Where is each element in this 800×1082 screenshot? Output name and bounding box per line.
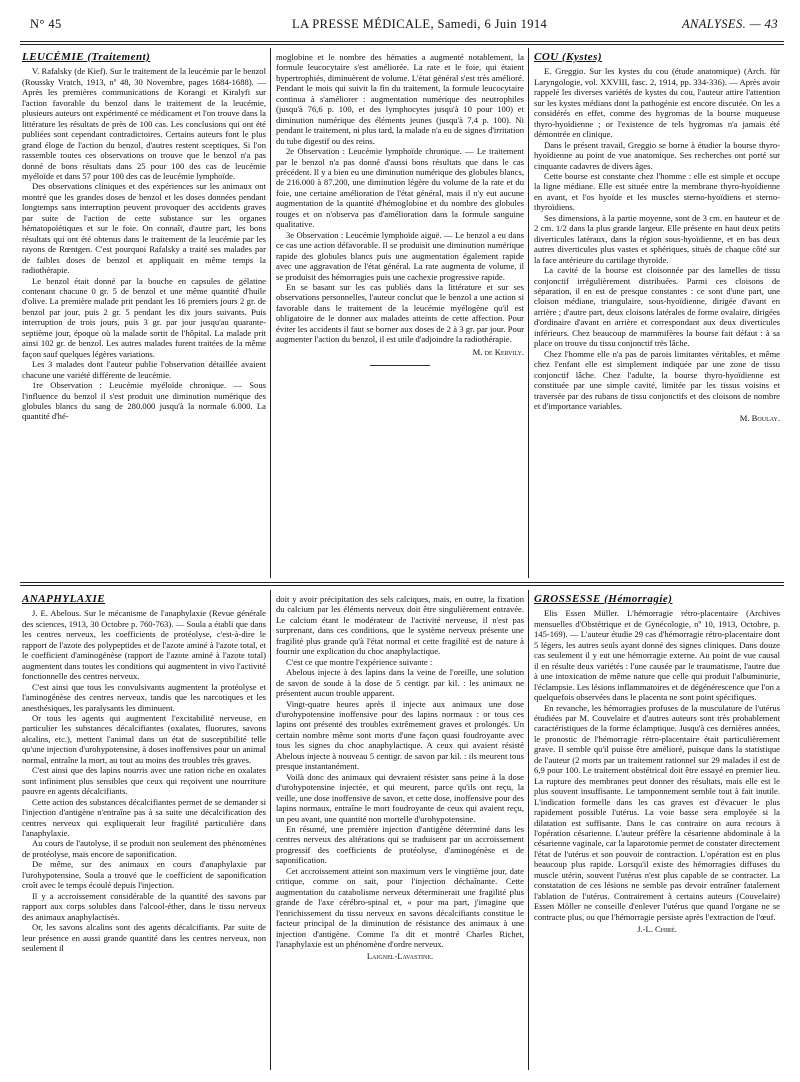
author-signature: M. de Kervily. bbox=[472, 346, 524, 357]
header-rule-2 bbox=[20, 44, 784, 45]
paragraph: Abelous injecte à des lapins dans la veine de l'oreille, une solution de savon de soude à la dose de 5 centigr. par kil. : les animaux ne présentent aucun trouble apparent. bbox=[276, 667, 524, 699]
paragraph: C'est ainsi que des lapins nourris avec une ration riche en oxalates sont infiniment plus sensibles que ceux qui reçoivent une nourriture pauvre en agents décalcifiants. bbox=[22, 765, 266, 797]
paragraph: doit y avoir précipitation des sels calciques, mais, en outre, la fixation du calcium par les éléments nerveux doit être singulièrement entravée. Le calcium étant le modérateur de l'activité nerveuse, il n'est pas surprenant, dans ces conditions, que le système nerveux présente une fragilité plus grande qu'à l'état normal et cette fragilité est de nature à fournir une explication du choc anaphylactique. bbox=[276, 594, 524, 657]
journal-title: LA PRESSE MÉDICALE, Samedi, 6 Juin 1914 bbox=[292, 17, 548, 31]
leucemie-col-2 bbox=[276, 52, 524, 374]
paragraph: Cet accroissement atteint son maximum vers le vingtième jour, date critique, comme on sait, pour l'injection déchaînante. Cette augmentation du catabolisme nerveux déterminerait une fragilité plus grande de l'axe cérébro-spinal et, « pour ma part, j'imagine que l'enrichissement du tissu nerveux en savons décalcifiants constitue le facteur principal de la diminution de résistance des animaux à une injection d'antigène. Comme l'a dit et montré Charles Richet, l'anaphylaxie est un phénomène d'ordre nerveux. bbox=[276, 865, 524, 949]
page-header bbox=[30, 17, 778, 37]
cou-column bbox=[534, 52, 780, 424]
section-heading: GROSSESSE (Hémorragie) bbox=[534, 593, 673, 605]
paragraph: En résumé, une première injection d'antigène déterminé dans les centres nerveux des altérations qui se traduisent par un accroissement progressif des coefficients de protéolyse, d'aminogénèse et de saponification. bbox=[276, 823, 524, 866]
paragraph: C'est ainsi que tous les convulsivants augmentent la protéolyse et l'aminogénèse des centres nerveux, tandis que les narcotiques et les anesthésiques, les paralysants les diminuent. bbox=[22, 681, 266, 713]
paragraph: J. E. Abelous. Sur le mécanisme de l'anaphylaxie (Revue générale des sciences, 1913, 30 Octobre p. 760-763). — Soula a établi que dans les centres nerveux, les coefficients de protéolyse, c'est-à-dire le rapport de l'azote des polypeptides et de l'azote aminé à l'azote total, et le coefficient d'aminogénèse (rapport de l'azote aminé à l'azote total) augmentent dans toutes les conditions qui augmentent in vivo l'activité fonctionnelle des centres nerveux. bbox=[22, 608, 266, 682]
paragraph: 3e Observation : Leucémie lymphoïde aiguë. — Le benzol a eu dans ce cas une action défavorable. Il se produisit une diminution numérique rapide des globules blancs puis une augmentation également rapide avec une aggravation de l'état général. La rate augmenta de volume, il se produisit des hémorragies puis une cachexie progressive rapide. bbox=[276, 229, 524, 282]
paragraph: Or tous les agents qui augmentent l'excitabilité nerveuse, en particulier les substances décalcifiantes (oxalates, fluorures, savons alcalins, etc.), mettent l'animal dans un état de susceptibilité telle qu'une injection d'urohypotensine, à doses inoffensives pour un animal normal, entraîne la mort, au tout au moins des troubles très graves. bbox=[22, 712, 266, 765]
anaphylaxie-col-2 bbox=[276, 594, 524, 962]
paragraph: En se basant sur les cas publiés dans la littérature et sur ses observations personnelles, l'auteur conclut que le benzol a une action si favorable dans le traitement de la leucémie myélogène qu'il est obligatoire de le donner aux malades atteints de cette affection. Pour éviter les accidents il faut se borner aux doses de 2 à 3 gr. par jour. Pour augmenter l'action du benzol, il est utile d'adjoindre la radiothérapie. bbox=[276, 281, 524, 345]
paragraph: Vingt-quatre heures après il injecte aux animaux une dose d'urohypotensine inoffensive pour des lapins normaux : or tous ces lapins ont présenté des troubles extrêmement graves et prolongés. Un certain nombre même sont morts d'une façon quasi foudroyante avec tous les signes du choc anaphylactique. A ceux qui avaient résisté Abelous injecte à nouveau 5 centigr. de savon par kil. : ils meurent tous presque instantanément. bbox=[276, 698, 524, 772]
paragraph: Dans le présent travail, Greggio se borne à étudier la bourse thyro-hyoïdienne au point de vue anatomique. Ses recherches ont porté sur cinquante cadavres de divers âges. bbox=[534, 139, 780, 171]
paragraph: E. Greggio. Sur les kystes du cou (étude anatomique) (Arch. für Laryngologie, vol. XXVIII, fasc. 2, 1914, pp. 334-336). — Après avoir rappelé les diverses variétés de kystes du cou, l'auteur attire l'attention sur les kystes médians dont la pathogénie est encore discutée. On les a considérés en effet, comme des hygromas de la bourse muqueuse thyro-hyoïdienne ; or l'existence de tels hygromas n'a jamais été démontrée en clinique. bbox=[534, 66, 780, 140]
paragraph: De même, sur des animaux en cours d'anaphylaxie par l'urohypotensine, Soula a trouvé que le coefficient de saponification croît avec le temps écoulé depuis l'injection. bbox=[22, 859, 266, 891]
section-rule-2 bbox=[20, 585, 784, 586]
paragraph: Or, les savons alcalins sont des agents décalcifiants. Par suite de leur présence en aussi grande quantité dans les centres nerveux, non seulement il bbox=[22, 922, 266, 953]
issue-number: N° 45 bbox=[30, 17, 62, 31]
paragraph: moglobine et le nombre des hématies a augmenté notablement, la formule leucocytaire s'est améliorée. La rate et le foie, qui étaient hypertrophiés, diminuèrent de volume. L'état général s'est très amélioré. Pendant le mois qui suivit la fin du traitement, la formule leucocytaire continua à s'améliorer : augmentation numérique des neutrophiles (jusqu'à 76,6 p. 100, et des lymphocytes jusqu'à 10 pour 100) et diminution numérique des éléments jeunes (jusqu'à 7,4 p. 100). Ni pendant le traitement, ni plus tard, la malade n'a eu de signes d'irritation du tube digestif ou des reins. bbox=[276, 52, 524, 146]
author-signature: J.-L. Chiré. bbox=[637, 924, 677, 935]
paragraph: 2e Observation : Leucémie lymphoïde chronique. — Le traitement par le benzol n'a pas donné d'aussi bons résultats que dans le cas précédent. Il y a bien eu une diminution numérique des globules blancs, de 216.000 à 87.200, une diminution légère du volume de la rate et du foie, une certaine amélioration de l'état général, mais il n'y eut aucune augmentation de la quantité d'hémoglobine et du nombre des globules rouges et on n'observa pas d'amélioration dans la formule sanguine qualitative. bbox=[276, 146, 524, 230]
paragraph: Ses dimensions, à la partie moyenne, sont de 3 cm. en hauteur et de 2 cm. 1/2 dans la plus grande largeur. Elle présente en haut deux petits diverticules latéraux, dans la région sous-hyoïdienne, et en bas deux autres diverticules plus vastes et sphériques, situés de chaque côté sur la face antérieure du cartilage thyroïde. bbox=[534, 212, 780, 265]
author-signature: M. Boulay. bbox=[739, 413, 780, 424]
separator-rule bbox=[370, 365, 430, 366]
grossesse-column bbox=[534, 594, 780, 935]
section-heading: LEUCÉMIE (Traitement) bbox=[22, 51, 151, 63]
leucemie-col-1 bbox=[22, 52, 266, 422]
anaphylaxie-col-1 bbox=[22, 594, 266, 953]
author-signature: Laignel-Lavastine. bbox=[366, 951, 434, 962]
paragraph: En revanche, les hémorragies profuses de la musculature de l'utérus étudiées par M. Couvelaire et d'autres auteurs sont très probablement caractéristiques de la forme éclamptique. Jusqu'à ces dernières années, le pronostic de l'hémorragie rétro-placentaire était particulièrement grave. Il semble qu'il puisse être amélioré, puisque dans la statistique de l'auteur (2 morts par un traitement rationnel sur 29 malades il est de 6,9 pour 100. Le traitement obstétrical doit être essayé en premier lieu. La rupture des membranes peut donner des résultats, mais elle est le plus souvent insuffisante. Le tamponnement semble tout à fait inutile. L'indication formelle dans les cas graves est d'évacuer le plus rapidement possible l'utérus. La voie basse sera employée si la dilatation est suffisante. Dans le cas contraire on aura recours à l'opération césarienne. L'auteur préfère la césarienne abdominale à la césarienne vaginale, car la laparotomie permet de constater directement l'état de l'utérus et son pouvoir de contraction. L'opération est en plus beaucoup plus rapide. Lorsqu'il existe des hémorragies diffuses du muscle utérin, souvent l'utérus n'est plus capable de se contracter. La constatation de ces lésions ne semble pas devoir entraîner fatalement l'ablation de l'utérus. Contrairement à certains auteurs (Couvelaire) Essen Möller ne conseille d'enlever l'utérus que quand l'organe ne se contracte plus, ou que l'hémorragie persiste après l'extraction de l'œuf. bbox=[534, 702, 780, 922]
paragraph: 1re Observation : Leucémie myéloïde chronique. — Sous l'influence du benzol il s'est produit une diminution numérique des globules blancs du sang de 280.000 jusqu'à la normale 6.000. La quantité d'hé- bbox=[22, 380, 266, 422]
paragraph: Il y a accroissement considérable de la quantité des savons par rapport aux corps solubles dans l'alcool-éther, dans le tissu nerveux des animaux anaphylactisés. bbox=[22, 890, 266, 922]
header-rule bbox=[20, 41, 784, 42]
column-divider bbox=[528, 590, 529, 1070]
paragraph: Voilà donc des animaux qui devraient résister sans peine à la dose d'urohypotensine injectée, et qui meurent, parce qu'ils ont reçu, la veille, une dose inoffensive de savon, et cette dose, inoffensive pour des lapins normaux, entraîne le mort foudroyante de ceux qui avaient reçu, un peu avant, une quantité non mortelle d'urohypotensine. bbox=[276, 771, 524, 824]
paragraph: Des observations cliniques et des expériences sur les animaux ont montré que les grandes doses de benzol et les doses données pendant longtemps sans interruption peuvent provoquer des accidents graves par suite de l'action de cette substance sur les organes hématopoïétiques et sur le foie. On connaît, d'autre part, les bons résultats qui ont été obtenus dans le traitement de la leucémie par les rayons de Rœntgen. C'est pourquoi Rafalsky a traité ses malades par de faibles doses de benzol et appliquait en même temps la radiothérapie. bbox=[22, 181, 266, 276]
paragraph: Elis Essen Müller. L'hémorragie rétro-placentaire (Archives mensuelles d'Obstétrique et de Gynécologie, nº 10, 1913, Octobre, p. 145-169). — L'auteur étudie 29 cas d'hémorragie rétro-placentaire dont 5 légers, les autres seuls ayant donné des signes cliniques. Dans douze cas seulement il y eut une hémorragie externe. Au point de vue causal il en résulte deux variétés : l'une causée par le traumatisme, l'autre due à une intoxication de même nature que celle qui produit l'albuminurie, l'éclampsie. Les lésions inflammatoires et de dégénérescence que l'on a quelquefois observées dans le placenta ne sont point spécifiques. bbox=[534, 608, 780, 703]
paragraph: V. Rafalsky (de Kief). Sur le traitement de la leucémie par le benzol (Roussky Vratch, 1913, nº 48, 30 Novembre, pages 1684-1688). — Après les premières communications de Korangi et Kiralyfi sur l'action favorable du benzol dans le traitement de la leucémie, plusieurs auteurs ont expérimenté ce médicament et l'on trouve dans la littérature les résultats de près de 100 cas. Les conclusions qui ont été publiées sont cependant contradictoires. Certains auteurs font le plus grand éloge de l'action du benzol, d'autres restent sceptiques. Si l'on rassemble toutes ces observations on trouve que le benzol n'a pas donné de bons résultats dans 25 pour 100 des cas de leucémie myéloïde et dans 57 pour 100 des cas de leucémie lymphoïde. bbox=[22, 66, 266, 181]
paragraph: Cette bourse est constante chez l'homme : elle est simple et occupe la ligne médiane. Elle est située entre la membrane thyro-hyoïdienne en avant, et l'os hyoïde et les muscles sterno-hyoïdiens et sterno-thyroïdiens. bbox=[534, 170, 780, 213]
paragraph: Chez l'homme elle n'a pas de parois limitantes véritables, et même chez l'enfant elle est simplement indiquée par une zone de tissu conjonctif lâche. Chez l'adulte, la bourse thyro-hyoïdienne est constituée par une simple cavité, limitée par les tissus voisins et traversée par des rubans de tissu conjonctifs et des cloisons de nombre et d'importance variables. bbox=[534, 348, 780, 411]
paragraph: C'est ce que montre l'expérience suivante : bbox=[286, 656, 433, 667]
column-divider bbox=[270, 48, 271, 578]
paragraph: Le benzol était donné par la bouche en capsules de gélatine contenant chacune 0 gr. 5 de benzol et une même quantité d'huile d'olive. La première malade prit pendant les 16 premiers jours 2 gr. de benzol par jour, puis 2 gr. 5 pendant les dix jours suivants. Puis interruption de trois jours, puis 3 gr. par jour jusqu'au quarante-septième jour, époque où la malade sortit de l'hôpital. La malade prit ainsi 102 gr. de benzol. Les autres malades furent traitées de la même façon sauf quelques légères variations. bbox=[22, 275, 266, 359]
section-page: ANALYSES. — 43 bbox=[682, 17, 778, 31]
section-rule bbox=[20, 582, 784, 583]
paragraph: Les 3 malades dont l'auteur publie l'observation détaillée avaient chacune une variété différente de leucémie. bbox=[22, 359, 266, 380]
section-heading: ANAPHYLAXIE bbox=[22, 593, 106, 605]
column-divider bbox=[270, 590, 271, 1070]
section-heading: COU (Kystes) bbox=[534, 51, 603, 63]
paragraph: Au cours de l'autolyse, il se produit non seulement des phénomènes de protéolyse, mais encore de saponification. bbox=[22, 838, 266, 859]
column-divider bbox=[528, 48, 529, 578]
paragraph: La cavité de la bourse est cloisonnée par des lamelles de tissu conjonctif irrégulièrement distribuées. Parmi ces cloisons de séparation, il en est de presque constantes : ce sont d'une part, une cloison médiane, triangulaire, sous-hyoïdienne, dirigée d'avant en arrière ; d'autre part, deux cloisons latérales de forme ovalaire, dirigées d'ordinaire d'avant en arrière et correspondant aux deux diverticules inférieurs. Chez beaucoup de mammifères la bourse fait défaut : à sa place on trouve du tissu conjonctif très lâche. bbox=[534, 265, 780, 349]
paragraph: Cette action des substances décalcifiantes permet de se demander si l'injection d'antigène n'entraîne pas à sa suite une décalcification des centres nerveux qui expliquerait leur fragilité particulière dans l'anaphylaxie. bbox=[22, 796, 266, 838]
